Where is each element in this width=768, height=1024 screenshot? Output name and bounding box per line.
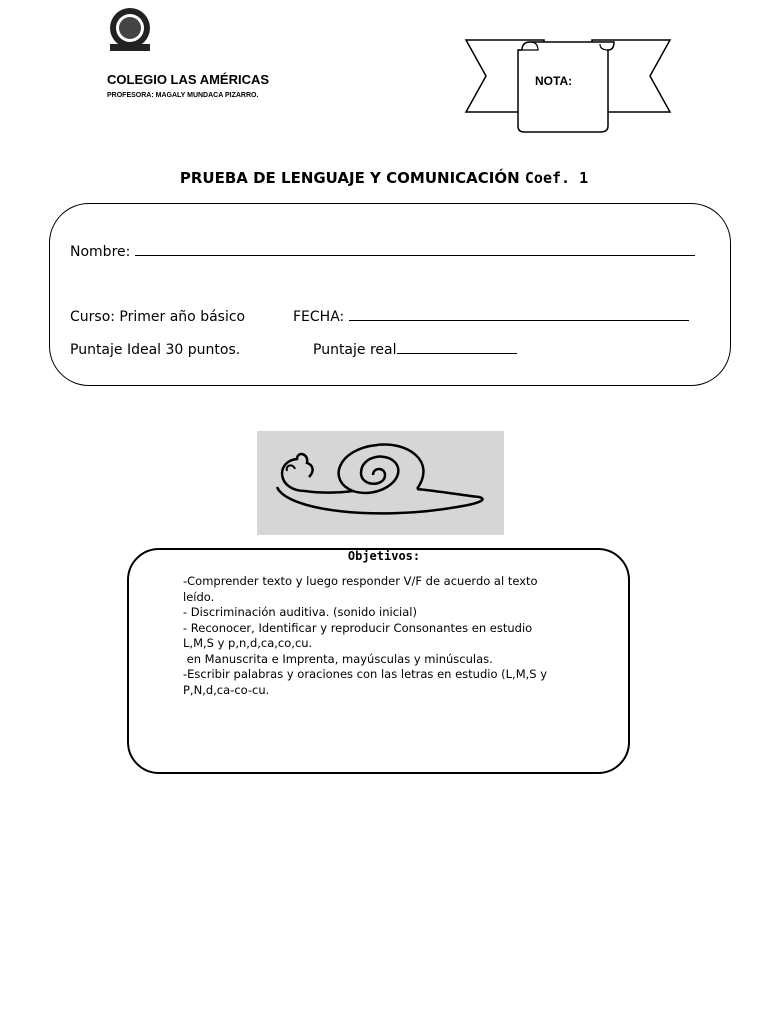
snail-image: [257, 431, 504, 535]
objective-line: L,M,S y p,n,d,ca,co,cu.: [183, 636, 313, 650]
objectives-title: Objetivos:: [347, 549, 421, 563]
fecha-row: [293, 309, 689, 325]
school-logo: [104, 6, 156, 54]
objectives-list: [183, 574, 603, 698]
name-label: Nombre:: [70, 244, 131, 260]
name-field[interactable]: [135, 245, 695, 256]
teacher-name: PROFESORA: MAGALY MUNDACA PIZARRO.: [107, 92, 259, 99]
exam-coef: Coef. 1: [524, 169, 589, 187]
puntaje-real-row: [313, 342, 517, 358]
curso-row: [70, 309, 245, 325]
exam-title-main: PRUEBA DE LENGUAJE Y COMUNICACIÓN: [179, 169, 520, 187]
puntaje-ideal-row: [70, 342, 240, 358]
fecha-field[interactable]: [349, 310, 689, 321]
name-row: [70, 244, 695, 260]
objective-line: -Escribir palabras y oraciones con las letras en estudio (L,M,S y: [183, 667, 548, 681]
puntaje-ideal-text: Puntaje Ideal 30 puntos.: [70, 342, 241, 358]
objective-line: P,N,d,ca-co-cu.: [183, 682, 270, 697]
objective-line: - Reconocer, Identificar y reproducir Consonantes en estudio: [183, 620, 533, 635]
curso-text: Curso: Primer año básico: [70, 309, 246, 325]
puntaje-real-label: Puntaje real: [313, 342, 397, 358]
grade-label: NOTA:: [535, 74, 573, 88]
student-info-box: [49, 203, 731, 386]
objective-line: leído.: [183, 589, 215, 604]
fecha-label: FECHA:: [293, 309, 345, 325]
school-name: COLEGIO LAS AMÉRICAS: [107, 72, 270, 87]
exam-title: [0, 169, 768, 187]
puntaje-real-field[interactable]: [397, 343, 517, 354]
objective-line: -Comprender texto y luego responder V/F de acuerdo al texto: [183, 574, 538, 588]
objective-line: - Discriminación auditiva. (sonido inicial): [183, 605, 417, 619]
objective-line: en Manuscrita e Imprenta, mayúsculas y minúsculas.: [183, 651, 493, 666]
